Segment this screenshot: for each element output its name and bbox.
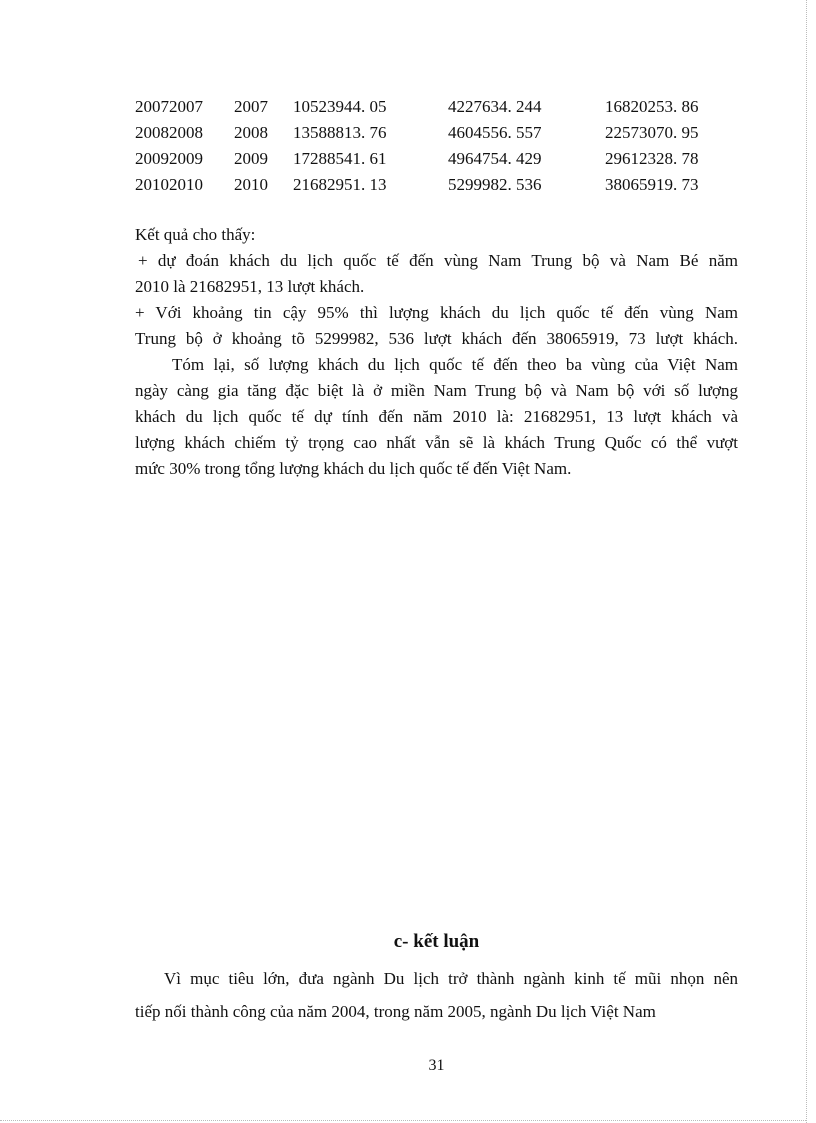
- table-cell: 20092009: [135, 149, 203, 168]
- table-cell: 13588813. 76: [293, 123, 387, 142]
- table-cell: 38065919. 73: [605, 175, 699, 194]
- table-row: [135, 94, 725, 120]
- conclusion-line-1: Vì mục tiêu lớn, đưa ngành Du lịch trở thành ngành kinh tế mũi nhọn nên: [164, 969, 738, 988]
- table-cell: 22573070. 95: [605, 123, 699, 142]
- page-number: 31: [428, 1057, 445, 1074]
- table-cell: 2010: [234, 175, 268, 194]
- results-item-2-line-1: + Với khoảng tin cậy 95% thì lượng khách du lịch quốc tế đến vùng Nam: [135, 303, 738, 322]
- table-cell: 10523944. 05: [293, 97, 387, 116]
- table-cell: 4604556. 557: [448, 123, 542, 142]
- table-cell: 20082008: [135, 123, 203, 142]
- table-cell: 2009: [234, 149, 268, 168]
- forecast-table: [135, 94, 725, 198]
- table-cell: 21682951. 13: [293, 175, 387, 194]
- table-cell: 20072007: [135, 97, 203, 116]
- table-cell: 2007: [234, 97, 268, 116]
- table-row: [135, 120, 725, 146]
- table-cell: 17288541. 61: [293, 149, 387, 168]
- results-item-1-line-1: + dự đoán khách du lịch quốc tế đến vùng Nam Trung bộ và Nam Bé năm: [138, 251, 738, 270]
- page-border-bottom: [0, 1120, 806, 1121]
- page-border-right: [806, 0, 807, 1123]
- summary-line-1: Tóm lại, số lượng khách du lịch quốc tế đến theo ba vùng của Việt Nam: [172, 355, 738, 374]
- results-item-2-line-2: Trung bộ ở khoảng tõ 5299982, 536 lượt khách đến 38065919, 73 lượt khách.: [135, 329, 738, 348]
- table-cell: 16820253. 86: [605, 97, 699, 116]
- table-cell: 20102010: [135, 175, 203, 194]
- summary-line-4: lượng khách chiếm tỷ trọng cao nhất vẫn sẽ là khách Trung Quốc có thể vượt: [135, 433, 738, 452]
- table-cell: 29612328. 78: [605, 149, 699, 168]
- table-cell: 2008: [234, 123, 268, 142]
- conclusion-heading: c- kết luận: [393, 931, 480, 952]
- summary-line-3: khách du lịch quốc tế dự tính đến năm 2010 là: 21682951, 13 lượt khách và: [135, 407, 738, 426]
- table-row: [135, 146, 725, 172]
- conclusion-line-2: tiếp nối thành công của năm 2004, trong năm 2005, ngành Du lịch Việt Nam: [135, 1002, 656, 1021]
- results-item-1-line-2: 2010 là 21682951, 13 lượt khách.: [135, 277, 365, 296]
- table-cell: 4964754. 429: [448, 149, 542, 168]
- table-row: [135, 172, 725, 198]
- summary-line-5: mức 30% trong tổng lượng khách du lịch quốc tế đến Việt Nam.: [135, 459, 572, 478]
- summary-line-2: ngày càng gia tăng đặc biệt là ở miền Nam Trung bộ và Nam bộ với số lượng: [135, 381, 738, 400]
- results-intro: Kết quả cho thấy:: [135, 225, 256, 244]
- table-cell: 4227634. 244: [448, 97, 542, 116]
- table-cell: 5299982. 536: [448, 175, 542, 194]
